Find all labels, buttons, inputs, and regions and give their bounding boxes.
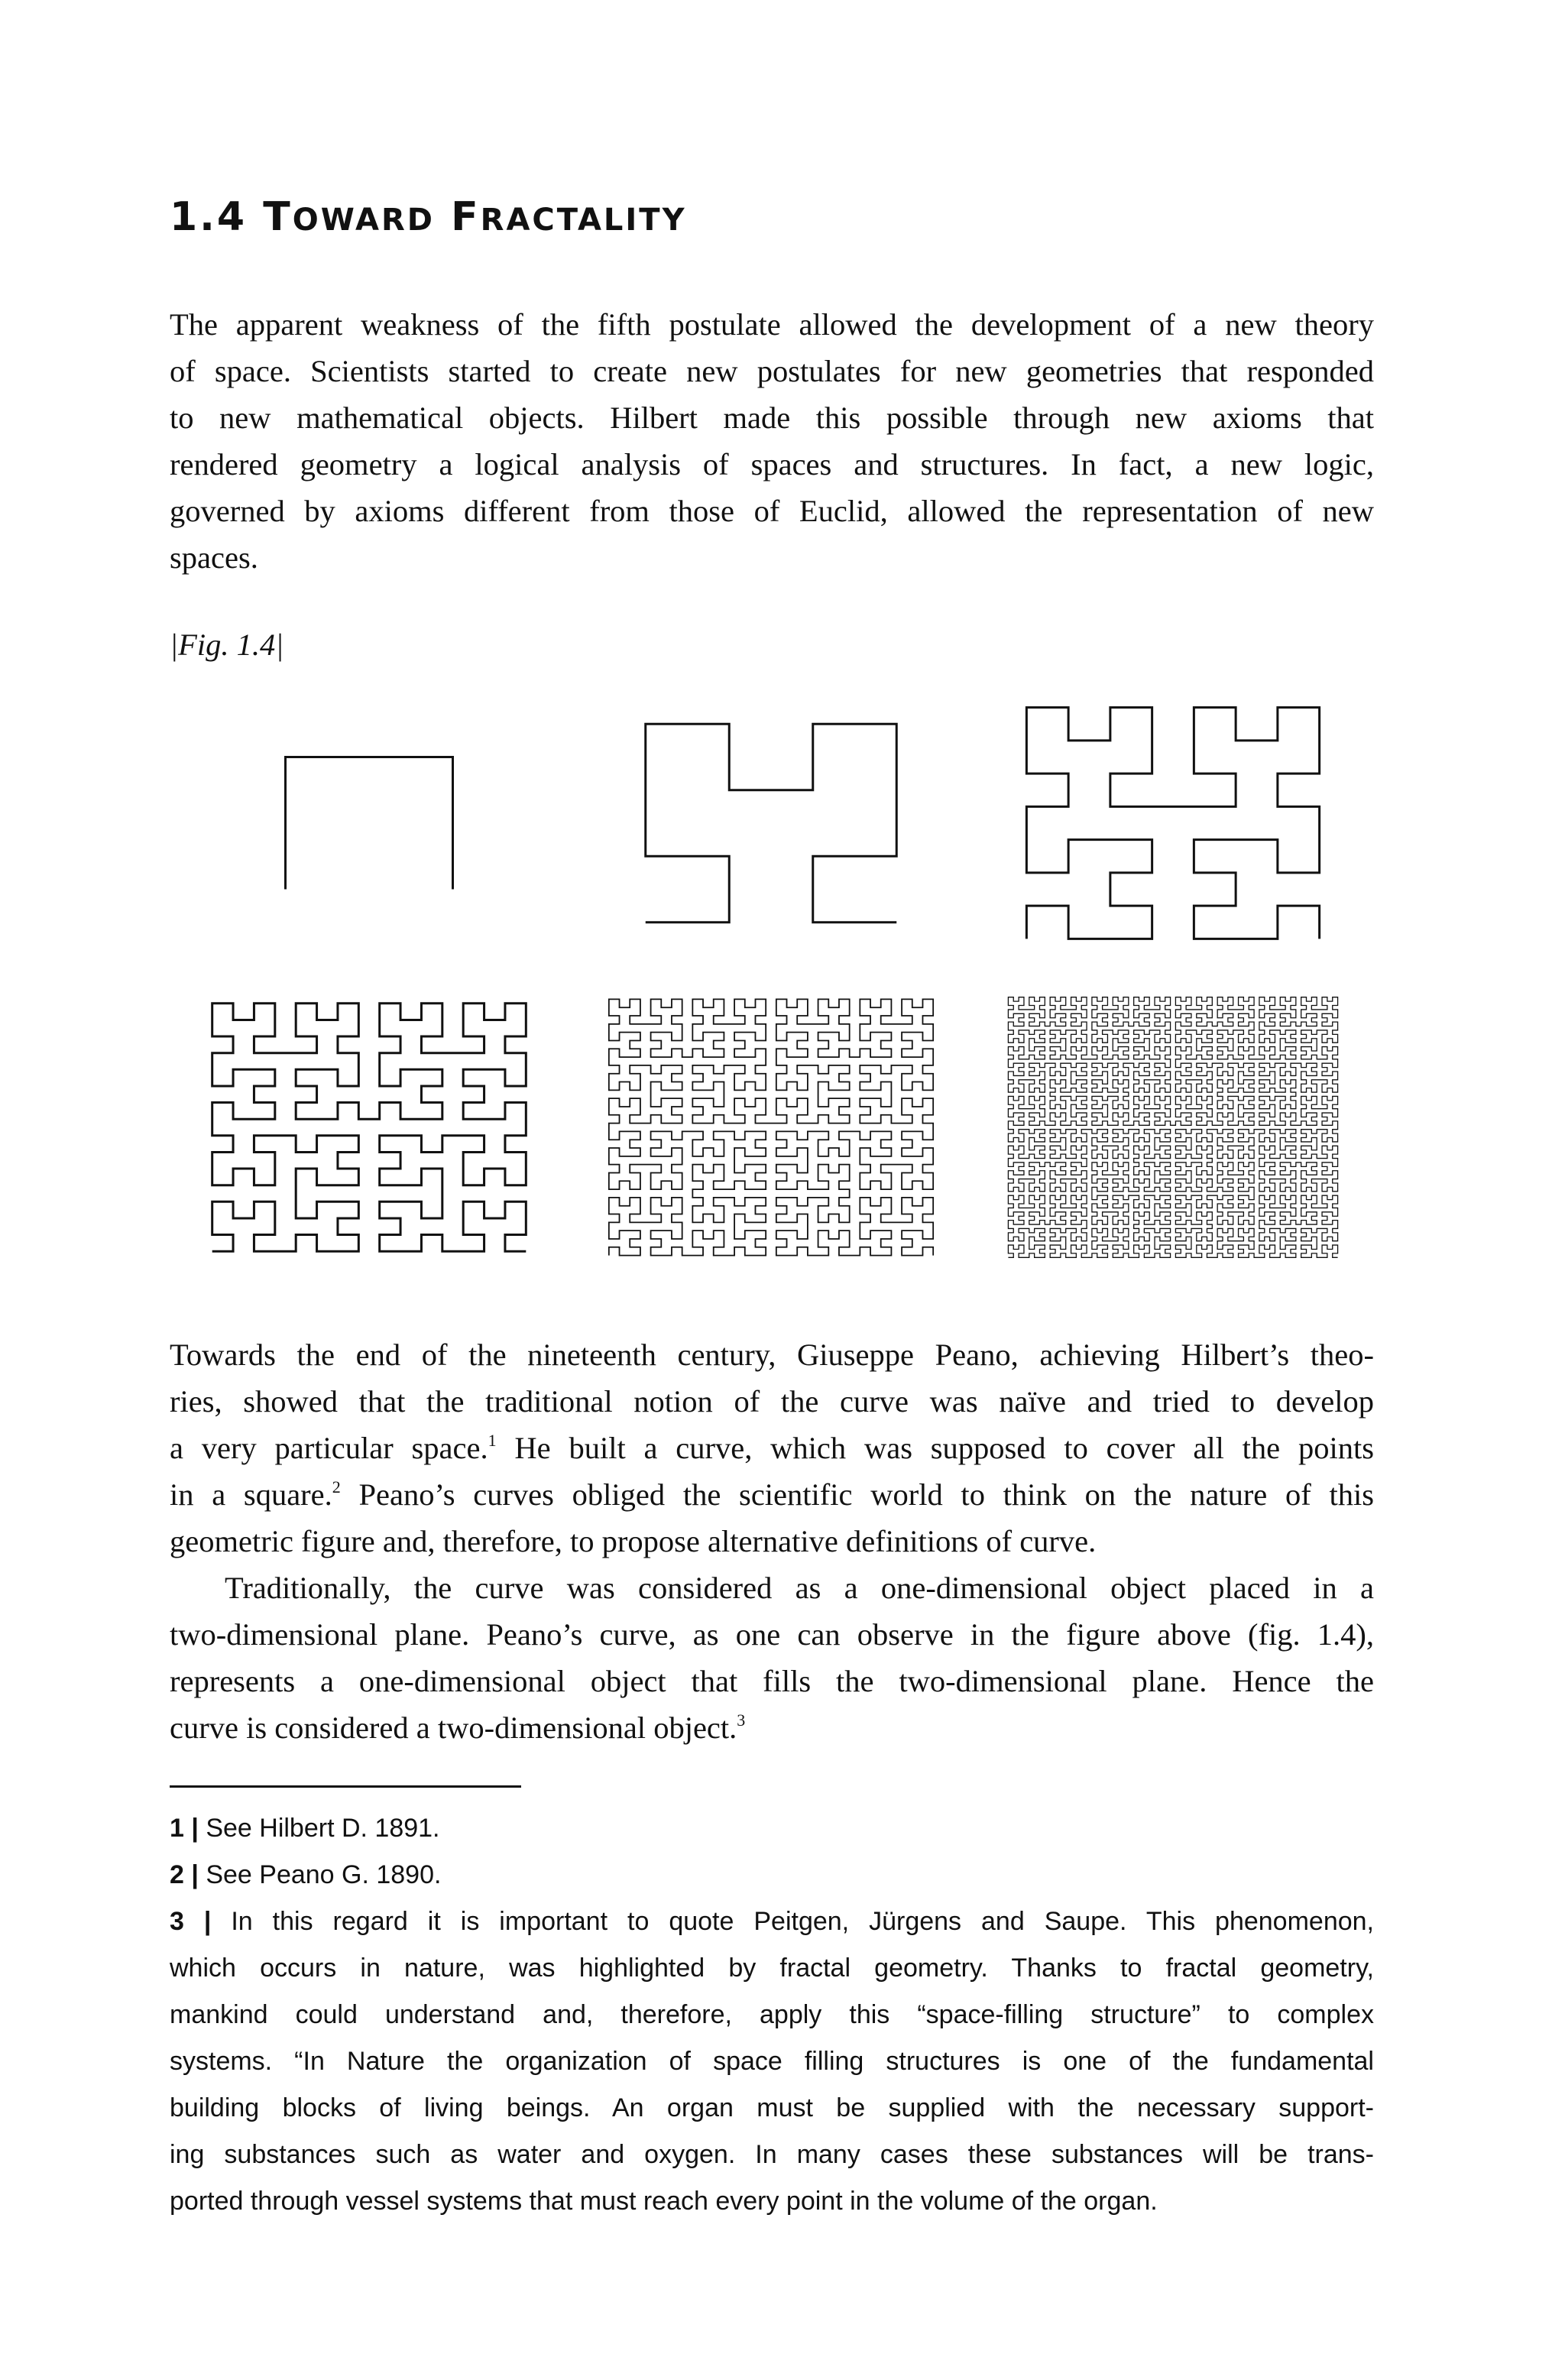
hilbert-curve-order-5: [604, 995, 938, 1260]
heading-word-1-initial: T: [263, 194, 293, 240]
hilbert-curve-order-1: [202, 691, 536, 955]
footnote-ref-3: 3: [737, 1710, 746, 1730]
paragraph-dimension: [170, 1565, 1374, 1751]
text-fragment: curve is considered a two-dimensional object.: [170, 1710, 737, 1745]
footnote-ref-2: 2: [332, 1477, 341, 1496]
text-line: governed by axioms different from those of Euclid, allowed the representation of new: [170, 494, 1374, 528]
footnote-3-line: building blocks of living beings. An organ must be supplied with the necessary support-: [170, 2093, 1374, 2122]
footnote-3-line: which occurs in nature, was highlighted by fractal geometry. Thanks to fractal geometry,: [170, 1954, 1374, 1983]
hilbert-curve-figure: [202, 691, 1340, 1260]
footnote-3: [170, 1898, 1374, 1945]
text-line: two-dimensional plane. Peano’s curve, as one can observe in the figure above (fig. 1.4),: [170, 1617, 1374, 1652]
hilbert-curve-order-6: [1006, 995, 1340, 1260]
heading-word-2-rest: RACTALITY: [480, 203, 687, 238]
footnote-number: 2 |: [170, 1860, 199, 1889]
text-line: ries, showed that the traditional notion of the curve was naïve and tried to develop: [170, 1384, 1374, 1419]
figure-label: |Fig. 1.4|: [170, 627, 284, 662]
hilbert-curve-path: [286, 757, 453, 890]
footnote-text: In this regard it is important to quote Peitgen, Jürgens and Saupe. This phenomenon,: [211, 1907, 1374, 1936]
hilbert-curve-path: [1026, 708, 1319, 939]
heading-word-2-initial: F: [451, 194, 481, 240]
text-fragment: He built a curve, which was supposed to cover all the points: [496, 1431, 1374, 1465]
hilbert-curve-order-3: [1006, 691, 1340, 955]
text-line: [170, 1471, 1374, 1518]
footnote-text: See Peano G. 1890.: [198, 1860, 442, 1889]
footnote-3-line: ported through vessel systems that must reach every point in the volume of the organ.: [170, 2187, 1158, 2216]
text-line: [170, 1425, 1374, 1471]
hilbert-curve-path: [212, 1004, 527, 1251]
text-fragment: a very particular space.: [170, 1431, 488, 1465]
text-line: of space. Scientists started to create new postulates for new geometries that responded: [170, 354, 1374, 388]
text-line: geometric figure and, therefore, to propose alternative definitions of curve.: [170, 1524, 1097, 1558]
section-heading: [170, 194, 687, 240]
text-line: to new mathematical objects. Hilbert made this possible through new axioms that: [170, 400, 1374, 435]
footnote-3-line: ing substances such as water and oxygen. In many cases these substances will be trans-: [170, 2140, 1374, 2169]
footnote-number: 3 |: [170, 1907, 212, 1936]
text-fragment: in a square.: [170, 1477, 332, 1512]
section-number: 1.4: [170, 194, 248, 240]
hilbert-curve-path: [646, 724, 897, 922]
text-line: represents a one-dimensional object that fills the two-dimensional plane. Hence the: [170, 1664, 1374, 1698]
footnote-ref-1: 1: [488, 1431, 497, 1450]
text-line: Towards the end of the nineteenth century, Giuseppe Peano, achieving Hilbert’s theo-: [170, 1338, 1374, 1372]
text-line: Traditionally, the curve was considered as a one-dimensional object placed in a: [225, 1571, 1374, 1605]
footnote-number: 1 |: [170, 1814, 199, 1843]
footnote-3-line: mankind could understand and, therefore, apply this “space-filling structure” to complex: [170, 2000, 1374, 2029]
hilbert-curve-path: [609, 999, 933, 1255]
text-fragment: Peano’s curves obliged the scientific world to think on the nature of this: [340, 1477, 1374, 1512]
text-line: [170, 1704, 1374, 1751]
hilbert-curve-order-2: [604, 691, 938, 955]
heading-word-1-rest: OWARD: [292, 203, 436, 238]
text-line: spaces.: [170, 540, 258, 575]
hilbert-curve-order-4: [202, 995, 536, 1260]
footnotes: [170, 1805, 1374, 2225]
paragraph-intro: [170, 301, 1374, 581]
text-line: rendered geometry a logical analysis of spaces and structures. In fact, a new logic,: [170, 447, 1374, 482]
footnote-divider: [170, 1785, 521, 1788]
paragraph-peano: [170, 1331, 1374, 1565]
hilbert-curve-path: [1008, 997, 1337, 1258]
footnote-2: [170, 1852, 1374, 1898]
footnote-1: [170, 1805, 1374, 1852]
footnote-3-line: systems. “In Nature the organization of space filling structures is one of the fundamental: [170, 2047, 1374, 2076]
footnote-text: See Hilbert D. 1891.: [198, 1814, 440, 1843]
text-line: The apparent weakness of the fifth postulate allowed the development of a new theory: [170, 307, 1374, 342]
